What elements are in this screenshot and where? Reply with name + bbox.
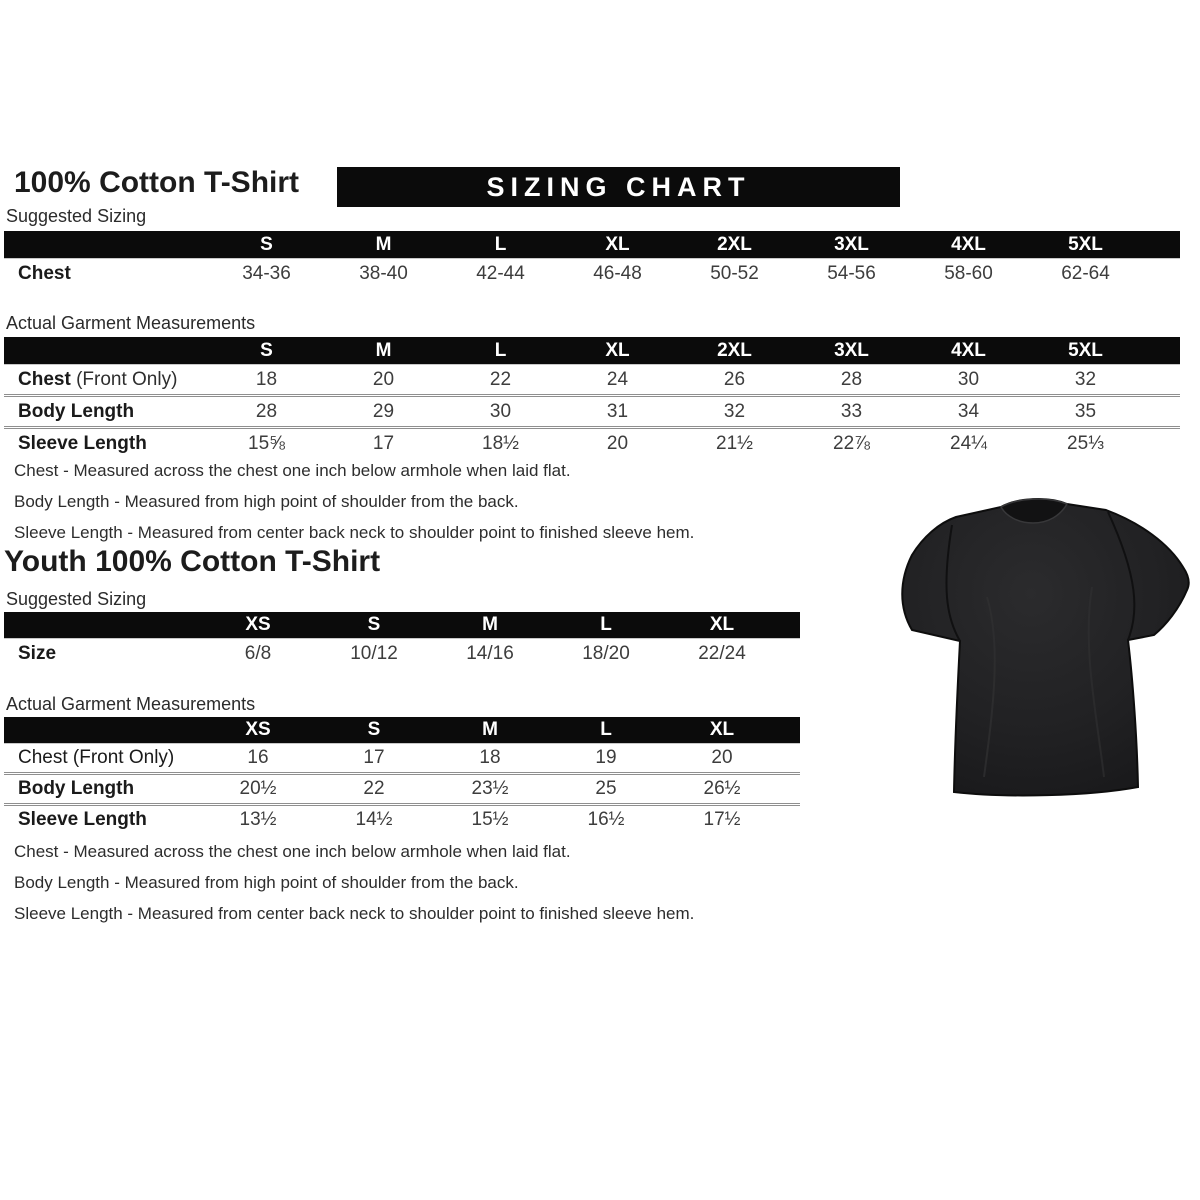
measurement-cell: 15½ bbox=[471, 809, 509, 830]
adult-actual-measurements-label: Actual Garment Measurements bbox=[6, 313, 256, 333]
row-label: Sleeve Length bbox=[18, 809, 147, 830]
measurement-cell: 10/12 bbox=[350, 643, 398, 664]
column-header-s: S bbox=[367, 719, 381, 740]
youth-measurement-notes bbox=[14, 836, 694, 929]
column-header-l: L bbox=[600, 614, 612, 635]
measurement-cell: 22/24 bbox=[698, 643, 746, 664]
adult-measurement-notes bbox=[14, 455, 694, 548]
column-header-3xl: 3XL bbox=[834, 339, 869, 361]
measurement-cell: 20 bbox=[372, 368, 395, 390]
tshirt-body-group bbox=[902, 499, 1188, 795]
column-header-l: L bbox=[600, 719, 612, 740]
column-header-s: S bbox=[260, 233, 273, 255]
note-line: Chest - Measured across the chest one inch below armhole when laid flat. bbox=[14, 842, 571, 861]
row-label: Size bbox=[18, 643, 57, 664]
youth-section-title: Youth 100% Cotton T-Shirt bbox=[4, 545, 381, 578]
note-line: Chest - Measured across the chest one inch below armhole when laid flat. bbox=[14, 461, 571, 480]
note-line: Body Length - Measured from high point of shoulder from the back. bbox=[14, 873, 519, 892]
table-header-row bbox=[4, 337, 1180, 365]
measurement-cell: 32 bbox=[1074, 368, 1097, 390]
column-header-xs: XS bbox=[245, 719, 271, 740]
row-label: Body Length bbox=[18, 400, 135, 422]
column-header-2xl: 2XL bbox=[717, 233, 752, 255]
row-label: Chest bbox=[18, 263, 71, 284]
measurement-cell: 21½ bbox=[716, 432, 753, 454]
table-row bbox=[4, 803, 800, 834]
measurement-cell: 14½ bbox=[355, 809, 393, 830]
measurement-cell: 17½ bbox=[703, 809, 741, 830]
table-row bbox=[4, 259, 1180, 289]
measurement-cell: 6/8 bbox=[244, 643, 272, 664]
measurement-cell: 18 bbox=[255, 368, 278, 390]
adult-section-title: 100% Cotton T-Shirt bbox=[14, 166, 300, 199]
measurement-cell: 22⅞ bbox=[833, 432, 870, 454]
measurement-cell: 35 bbox=[1074, 400, 1097, 422]
column-header-xl: XL bbox=[605, 339, 630, 361]
column-header-xl: XL bbox=[709, 719, 735, 740]
adult-suggested-sizing-table bbox=[4, 231, 1180, 289]
measurement-cell: 30 bbox=[489, 400, 512, 422]
column-header-5xl: 5XL bbox=[1068, 233, 1103, 255]
row-label: Chest (Front Only) bbox=[18, 747, 175, 768]
measurement-cell: 34 bbox=[957, 400, 980, 422]
measurement-cell: 20 bbox=[606, 432, 629, 454]
table-header-row bbox=[4, 612, 800, 639]
measurement-cell: 62-64 bbox=[1061, 263, 1110, 284]
measurement-cell: 31 bbox=[606, 400, 629, 422]
sizing-chart-banner: SIZING CHART bbox=[337, 167, 900, 207]
table-header-row bbox=[4, 231, 1180, 259]
measurement-cell: 18 bbox=[479, 747, 501, 768]
tshirt-photo bbox=[892, 477, 1192, 810]
column-header-xs: XS bbox=[245, 614, 271, 635]
measurement-cell: 15⅝ bbox=[248, 432, 285, 454]
measurement-cell: 22 bbox=[489, 368, 512, 390]
youth-actual-measurements-label: Actual Garment Measurements bbox=[6, 694, 256, 714]
table-row bbox=[4, 639, 800, 669]
youth-suggested-sizing-table bbox=[4, 612, 800, 669]
measurement-cell: 20½ bbox=[239, 778, 277, 799]
measurement-cell: 24 bbox=[606, 368, 629, 390]
adult-suggested-sizing-label: Suggested Sizing bbox=[6, 206, 147, 226]
measurement-cell: 38-40 bbox=[359, 263, 408, 284]
measurement-cell: 54-56 bbox=[827, 263, 876, 284]
measurement-cell: 28 bbox=[840, 368, 863, 390]
measurement-cell: 14/16 bbox=[466, 643, 514, 664]
measurement-cell: 17 bbox=[363, 747, 385, 768]
table-row bbox=[4, 772, 800, 803]
tshirt-illustration bbox=[892, 477, 1192, 810]
measurement-cell: 26½ bbox=[703, 778, 741, 799]
measurement-cell: 58-60 bbox=[944, 263, 993, 284]
column-header-m: M bbox=[482, 719, 498, 740]
measurement-cell: 33 bbox=[840, 400, 863, 422]
column-header-4xl: 4XL bbox=[951, 339, 986, 361]
measurement-cell: 25 bbox=[595, 778, 617, 799]
measurement-cell: 28 bbox=[255, 400, 278, 422]
measurement-cell: 22 bbox=[363, 778, 385, 799]
measurement-cell: 29 bbox=[372, 400, 395, 422]
table-row bbox=[4, 394, 1180, 426]
measurement-cell: 13½ bbox=[239, 809, 277, 830]
measurement-cell: 50-52 bbox=[710, 263, 759, 284]
column-header-2xl: 2XL bbox=[717, 339, 752, 361]
measurement-cell: 46-48 bbox=[593, 263, 642, 284]
youth-suggested-sizing-label: Suggested Sizing bbox=[6, 589, 147, 609]
measurement-cell: 19 bbox=[595, 747, 617, 768]
column-header-m: M bbox=[375, 339, 392, 361]
adult-actual-measurements-table bbox=[4, 337, 1180, 458]
column-header-xl: XL bbox=[605, 233, 630, 255]
measurement-cell: 16 bbox=[247, 747, 269, 768]
column-header-m: M bbox=[482, 614, 498, 635]
measurement-cell: 42-44 bbox=[476, 263, 525, 284]
measurement-cell: 32 bbox=[723, 400, 746, 422]
column-header-s: S bbox=[260, 339, 273, 361]
measurement-cell: 17 bbox=[372, 432, 395, 454]
measurement-cell: 16½ bbox=[587, 809, 625, 830]
note-line: Sleeve Length - Measured from center back neck to shoulder point to finished sleeve hem. bbox=[14, 904, 695, 923]
measurement-cell: 23½ bbox=[471, 778, 509, 799]
column-header-l: L bbox=[494, 233, 507, 255]
measurement-cell: 18/20 bbox=[582, 643, 630, 664]
measurement-cell: 25⅓ bbox=[1067, 432, 1104, 454]
table-row bbox=[4, 744, 800, 772]
row-label: Body Length bbox=[18, 778, 135, 799]
column-header-m: M bbox=[375, 233, 392, 255]
youth-actual-measurements-table bbox=[4, 717, 800, 834]
note-line: Body Length - Measured from high point of shoulder from the back. bbox=[14, 492, 519, 511]
note-line: Sleeve Length - Measured from center back neck to shoulder point to finished sleeve hem. bbox=[14, 523, 695, 542]
measurement-cell: 18½ bbox=[482, 432, 519, 454]
row-label: Sleeve Length bbox=[18, 432, 147, 454]
measurement-cell: 26 bbox=[723, 368, 746, 390]
column-header-l: L bbox=[494, 339, 507, 361]
column-header-4xl: 4XL bbox=[951, 233, 986, 255]
table-row bbox=[4, 426, 1180, 458]
column-header-3xl: 3XL bbox=[834, 233, 869, 255]
row-label: Chest (Front Only) bbox=[18, 368, 178, 390]
measurement-cell: 20 bbox=[711, 747, 733, 768]
column-header-xl: XL bbox=[709, 614, 735, 635]
table-row bbox=[4, 365, 1180, 394]
table-header-row bbox=[4, 717, 800, 744]
measurement-cell: 30 bbox=[957, 368, 980, 390]
measurement-cell: 34-36 bbox=[242, 263, 291, 284]
tshirt-body bbox=[902, 499, 1188, 795]
column-header-s: S bbox=[367, 614, 381, 635]
measurement-cell: 24¼ bbox=[950, 432, 987, 454]
column-header-5xl: 5XL bbox=[1068, 339, 1103, 361]
